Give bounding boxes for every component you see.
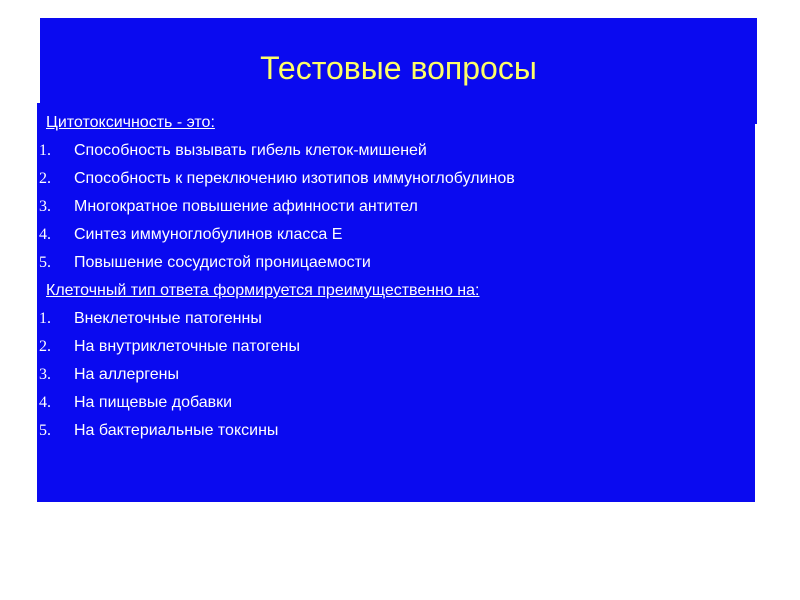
option-number: 3. [39,198,51,215]
option-text: Внеклеточные патогенны [74,310,262,327]
option-text: Способность к переключению изотипов иммуноглобулинов [74,170,515,187]
option-number: 1. [39,310,51,327]
option-number: 5. [39,422,51,439]
question-2-prompt: Клеточный тип ответа формируется преимущественно на: [46,282,480,299]
question-2-option-2 [37,333,755,361]
option-text: На аллергены [74,366,179,383]
question-1-prompt: Цитотоксичность - это: [46,114,215,131]
question-1-option-4 [37,221,755,249]
question-1-option-3 [37,193,755,221]
option-text: Способность вызывать гибель клеток-мишеней [74,142,427,159]
question-1-option-5 [37,249,755,277]
question-1-option-2 [37,165,755,193]
option-number: 1. [39,142,51,159]
option-text: Повышение сосудистой проницаемости [74,254,371,271]
option-text: На пищевые добавки [74,394,233,411]
question-2-option-1 [37,305,755,333]
option-number: 4. [39,226,51,243]
option-text: На внутриклеточные патогены [74,338,300,355]
option-number: 3. [39,366,51,383]
option-text: Синтез иммуноглобулинов класса Е [74,226,343,243]
question-2-option-3 [37,361,755,389]
option-number: 2. [39,170,51,187]
slide-title: Тестовые вопросы [260,50,537,86]
option-number: 4. [39,394,51,411]
option-text: Многократное повышение афинности антител [74,198,418,215]
question-list [37,109,755,445]
option-number: 2. [39,338,51,355]
content-box [37,103,755,502]
option-number: 5. [39,254,51,271]
question-1-option-1 [37,137,755,165]
question-2-option-5 [37,417,755,445]
question-2-option-4 [37,389,755,417]
option-text: На бактериальные токсины [74,422,279,439]
